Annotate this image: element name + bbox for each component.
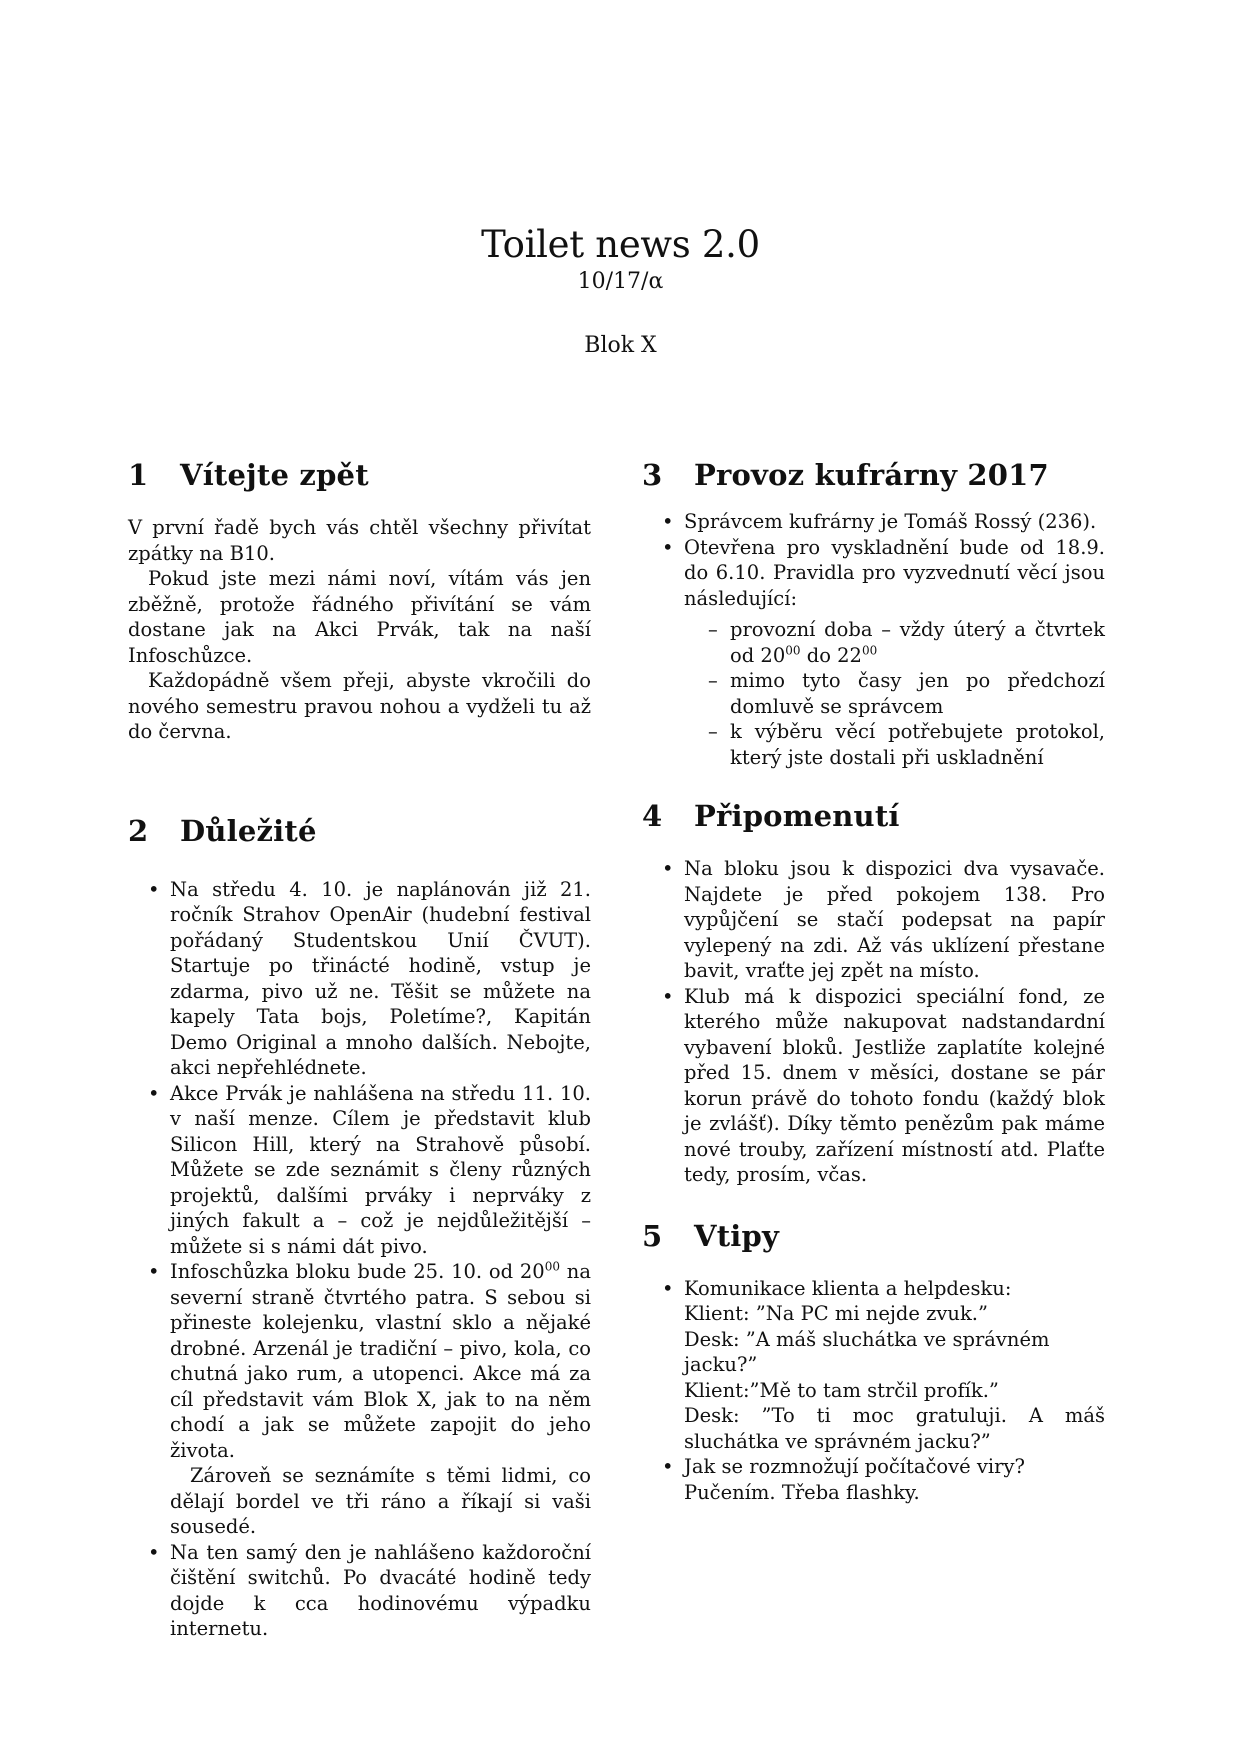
document-date: 10/17/α <box>577 269 664 294</box>
section-number: 5 <box>642 1218 663 1253</box>
section-title: Provoz kufrárny 2017 <box>694 458 1049 492</box>
sub-list <box>684 617 1105 770</box>
list-item: • Na ten samý den je nahlášeno každoroční čištění switchů. Po dvacáté hodině tedy dojde k cca hodinovému výpadku internetu. <box>128 1540 591 1642</box>
list-item <box>642 1454 1105 1505</box>
section-heading <box>642 796 1105 836</box>
list-item: • Klub má k dispozici speciální fond, ze kterého může nakupovat nadstandardní vybavení bloků. Jestliže zaplatíte kolejné před 15. dnem v měsíci, dostane se pár korun právě do tohoto fondu (každý blok je zvlášť). Díky těmto penězům pak máme nové trouby, zařízení místností atd. Plaťte tedy, prosím, včas. <box>642 984 1105 1188</box>
list-item <box>642 535 1105 771</box>
document-author: Blok X <box>584 333 657 358</box>
section-reminder <box>642 796 1105 1188</box>
section-heading <box>128 455 591 495</box>
list-item <box>128 1259 591 1540</box>
superscript: 00 <box>861 643 878 657</box>
superscript: 00 <box>544 1259 560 1274</box>
list-item-text: Otevřena pro vyskladnění bude od 18.9. do 6.10. Pravidla pro vyzvednutí věcí jsou následující: <box>684 535 1105 610</box>
bullet-list <box>128 877 591 1642</box>
section-number: 1 <box>128 458 149 492</box>
list-item <box>642 1276 1105 1455</box>
list-item-text: na severní straně čtvrtého patra. S sebou si přineste kolejenku, vlastní sklo a nějaké drobné. Arzenál je tradiční – pivo, kola, co chutná jako rum, a utopenci. Akce má za cíl představit vám Blok X, jak to na něm chodí a jak se můžete zapojit do jeho života. <box>170 1260 591 1462</box>
section-title: Vítejte zpět <box>180 458 369 492</box>
paragraph: Každopádně všem přeji, abyste vkročili do nového semestru pravou nohou a vydželi tu až do června. <box>128 669 591 743</box>
sub-list-item <box>684 617 1105 668</box>
joke-line: Klient: ”Na PC mi nejde zvuk.” <box>684 1302 988 1325</box>
list-item: • Na středu 4. 10. je naplánován již 21. ročník Strahov OpenAir (hudební festival pořádaný Studentskou Unií ČVUT). Startuje po třinácté hodině, vstup je zdarma, pivo už ne. Těšit se můžete na kapely Tata bojs, Poletíme?, Kapitán Demo Original a mnoho dalších. Nebojte, akci nepřehlédnete. <box>128 877 591 1081</box>
sub-list-item-text: provozní doba – vždy úterý a čtvrtek od 20 <box>730 618 1105 667</box>
sub-list-item-text: do 22 <box>800 643 862 667</box>
list-item: • Na bloku jsou k dispozici dva vysavače. Najdete je před pokojem 138. Pro vypůjčení se stačí podepsat na papír vylepený na zdi. Až vás uklízení přestane bavit, vraťte jej zpět na místo. <box>642 856 1105 984</box>
section-welcome <box>128 455 591 745</box>
section-title: Důležité <box>180 813 317 848</box>
bullet-list <box>642 509 1105 770</box>
paragraph: V první řadě bych vás chtěl všechny přivítat zpátky na B10. <box>128 516 591 565</box>
section-title: Vtipy <box>694 1218 780 1253</box>
section-luggage-room <box>642 455 1105 770</box>
list-item-text: Zároveň se seznámíte s těmi lidmi, co dělají bordel ve tři ráno a říkají si vaši sousedé. <box>170 1464 591 1538</box>
joke-line: Desk: ”To ti moc gratuluji. A máš sluchátka ve správném jacku?” <box>684 1404 1105 1453</box>
section-heading <box>128 811 591 851</box>
sub-list-item: – k výběru věcí potřebujete protokol, který jste dostali při uskladnění <box>684 719 1105 770</box>
section-number: 2 <box>128 813 149 848</box>
document-title: Toilet news 2.0 <box>481 223 760 266</box>
bullet-list <box>642 856 1105 1188</box>
list-item-text: Infoschůzka bloku bude 25. 10. od 20 <box>170 1260 545 1283</box>
list-item: • Akce Prvák je nahlášena na středu 11. 10. v naší menze. Cílem je představit klub Silicon Hill, který na Strahově působí. Můžete se zde seznámit s členy různých projektů, dalšími prváky i neprváky z jiných fakult a – což je nejdůležitější – můžete si s námi dát pivo. <box>128 1081 591 1260</box>
joke-line: • Komunikace klienta a helpdesku: <box>684 1276 1012 1300</box>
section-important <box>128 811 591 1642</box>
joke-line: • Jak se rozmnožují počítačové viry? <box>684 1455 1025 1478</box>
section-number: 4 <box>642 799 663 833</box>
superscript: 00 <box>785 643 801 657</box>
section-heading <box>642 455 1105 495</box>
section-jokes <box>642 1216 1105 1506</box>
joke-line: Desk: ”A máš sluchátka ve správném jacku?” <box>684 1327 1050 1376</box>
joke-line: Pučením. Třeba flashky. <box>684 1480 920 1504</box>
left-column <box>128 455 591 1642</box>
right-column <box>642 455 1105 1505</box>
bullet-list <box>642 1276 1105 1506</box>
joke-line: Klient:”Mě to tam strčil profík.” <box>684 1378 999 1402</box>
section-number: 3 <box>642 458 663 492</box>
sub-list-item: – mimo tyto časy jen po předchozí domluvě se správcem <box>684 668 1105 719</box>
section-heading <box>642 1216 1105 1256</box>
list-item: • Správcem kufrárny je Tomáš Rossý (236). <box>642 509 1105 535</box>
paragraph: Pokud jste mezi námi noví, vítám vás jen zběžně, protože řádného přivítání se vám dostane jak na Akci Prvák, tak na naší Infoschůzce. <box>128 567 591 667</box>
section-title: Připomenutí <box>694 799 900 833</box>
